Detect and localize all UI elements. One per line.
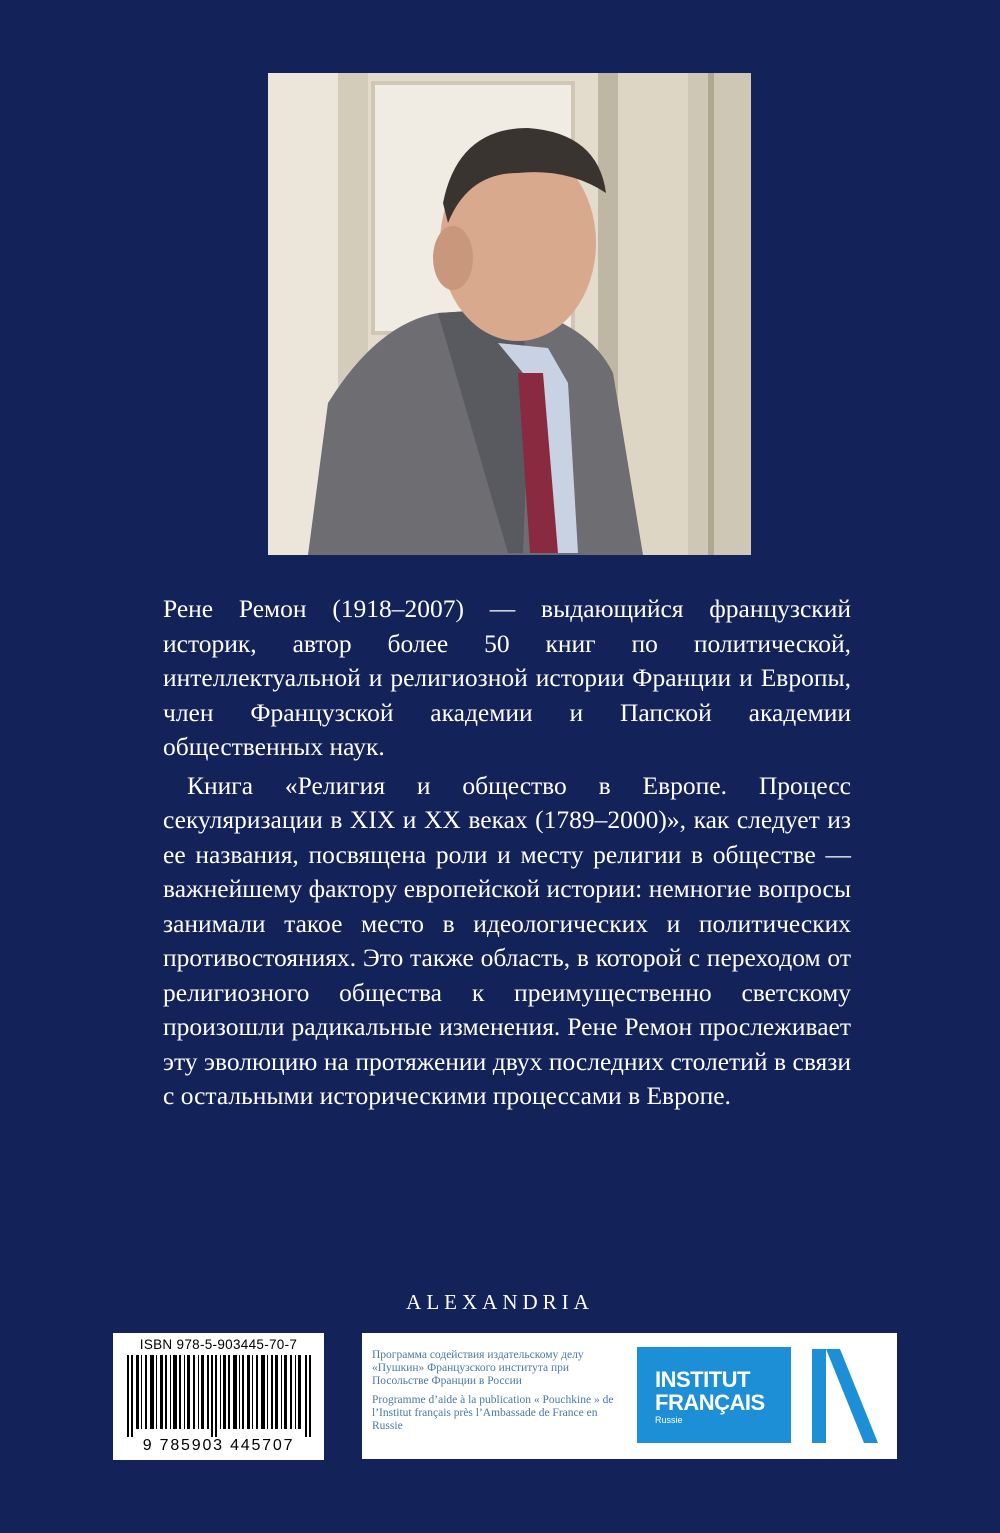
description-paragraph-1: Рене Ремон (1918–2007) — выдающийся французский историк, автор более 50 книг по политической, интеллектуальной и религиозной истории Франции и Европы, член Французской академии и Папской академии общественных наук. xyxy=(163,594,851,761)
logo-line-3: Russie xyxy=(655,1415,683,1425)
support-text-fr: Programme d’aide à la publication « Pouchkine » de l’Institut français près l’Ambassade de France en Russie xyxy=(372,1394,614,1432)
portrait-illustration xyxy=(268,73,751,555)
isbn-label: ISBN 978-5-903445-70-7 xyxy=(139,1337,298,1352)
publisher-name: ALEXANDRIA xyxy=(406,1290,594,1314)
author-photo xyxy=(268,73,751,555)
publisher-mark-icon xyxy=(808,1347,880,1445)
ean-number: 9 785903 445707 xyxy=(142,1437,295,1454)
description-paragraph-2: Книга «Религия и общество в Европе. Процесс секуляризации в XIX и XX веках (1789–2000)», как следует из ее названия, посвящена роли и месту религии в обществе — важнейшему фактору европейской истории: немногие вопросы занимали такое место в идеологических и политических противостояниях. Это также область, в которой с переходом от религиозного общества к преимущественно светскому произошли радикальные изменения. Рене Ремон прослеживает эту эволюцию на протяжении двух последних столетий в связи с остальными историческими процессами в Европе. xyxy=(163,770,851,1110)
logo-line-1: INSTITUT xyxy=(655,1367,750,1392)
institut-francais-logo xyxy=(637,1347,791,1443)
support-text-ru: Программа содействия издательскому делу «Пушкин» Французского института при Посольстве Франции в России xyxy=(372,1349,584,1387)
barcode-bars xyxy=(127,1355,313,1437)
barcode-box xyxy=(113,1333,324,1460)
book-description xyxy=(163,592,851,1114)
support-program-text xyxy=(372,1349,627,1433)
support-program-box xyxy=(362,1333,897,1459)
logo-line-2: FRANÇAIS xyxy=(655,1390,765,1415)
